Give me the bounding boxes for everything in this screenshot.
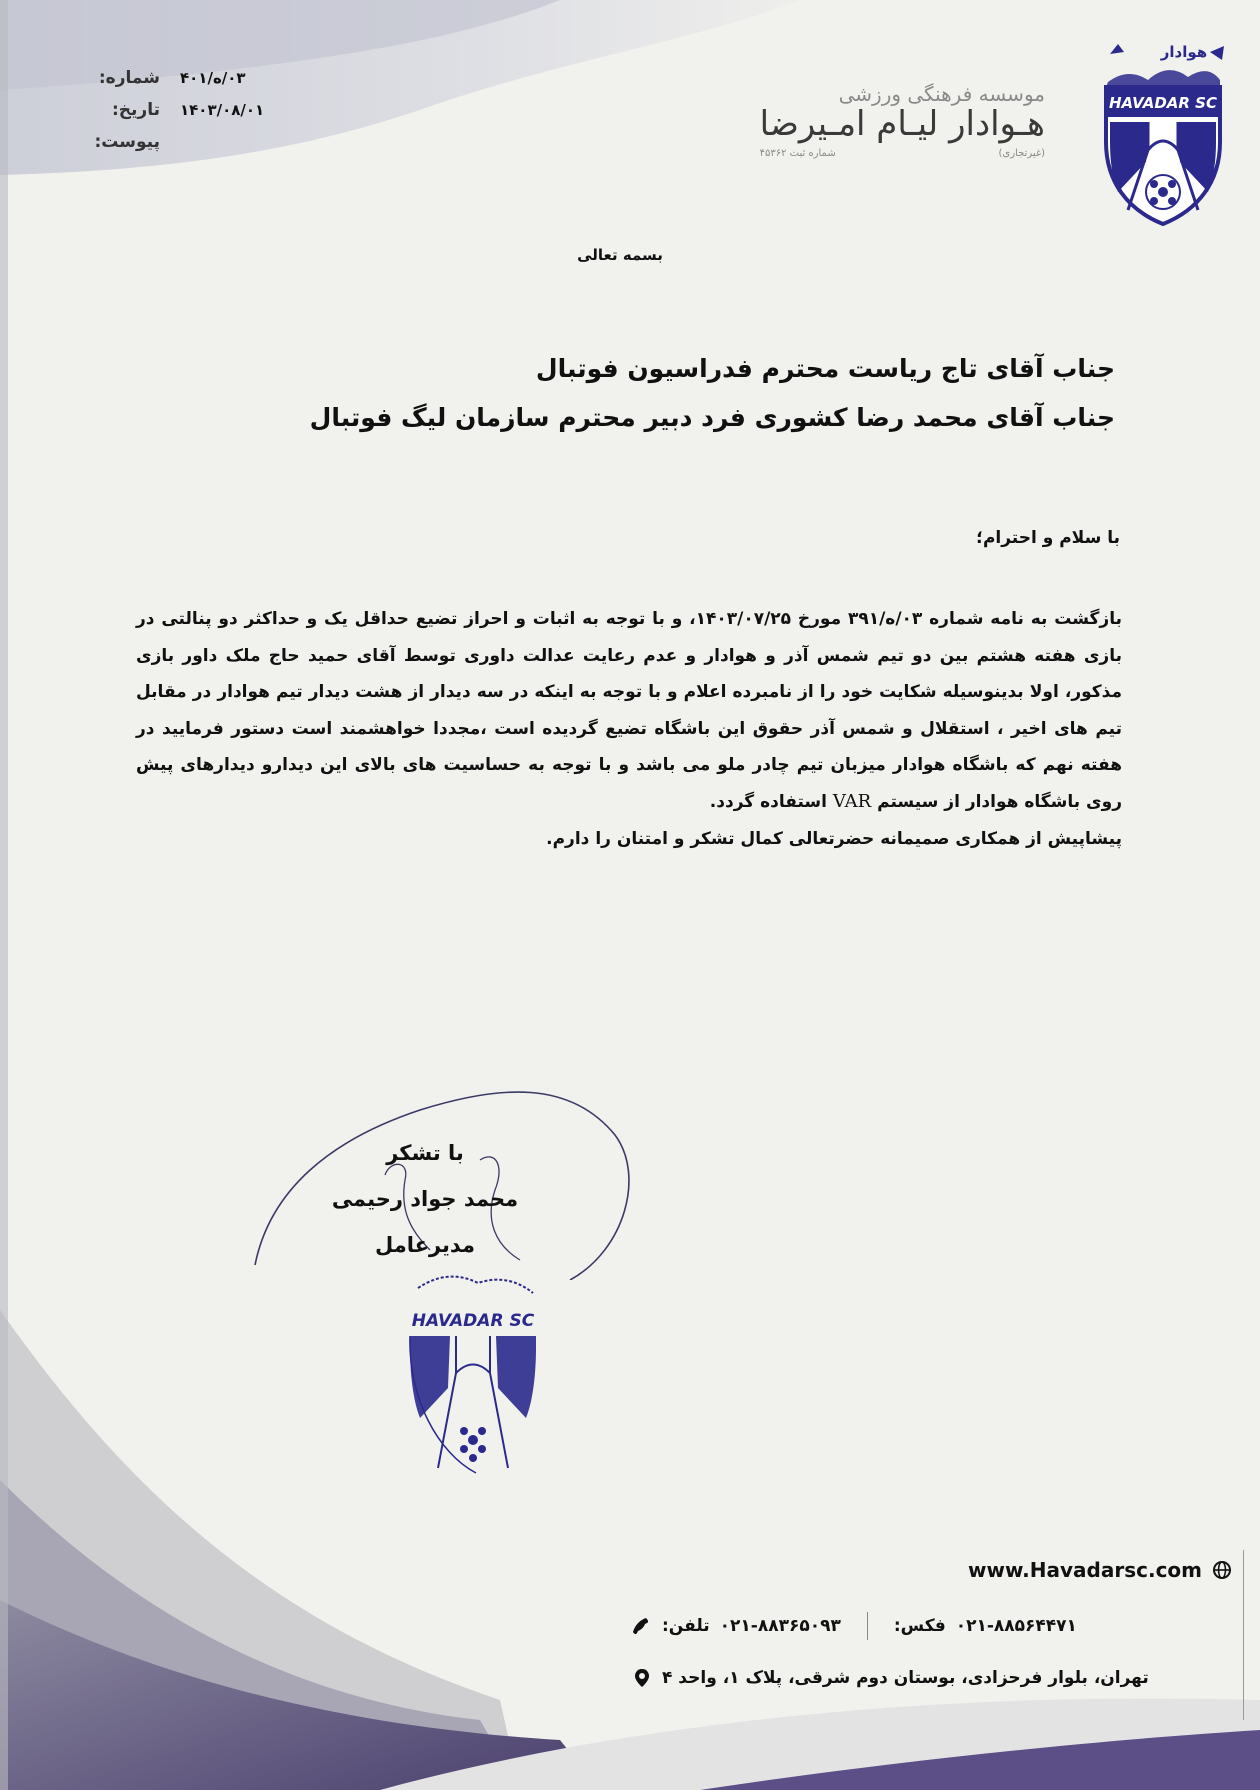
meta-date-row bbox=[90, 94, 310, 126]
phone-number: ۰۲۱-۸۸۳۶۵۰۹۳ bbox=[719, 1616, 841, 1636]
date-label: تاریخ: bbox=[112, 100, 160, 120]
svg-text:هوادار: هوادار bbox=[1160, 43, 1208, 61]
contact-separator bbox=[867, 1612, 868, 1640]
website-row bbox=[632, 1550, 1232, 1590]
fax-label: فکس: bbox=[893, 1616, 946, 1636]
org-footnote bbox=[760, 148, 1045, 159]
phone-icon bbox=[632, 1616, 652, 1636]
addressee-2: جناب آقای محمد رضا کشوری فرد دبیر محترم سازمان لیگ فوتبال bbox=[309, 403, 1115, 432]
svg-text:HAVADAR SC: HAVADAR SC bbox=[411, 1311, 535, 1331]
signatory-name: محمد جواد رحیمی bbox=[331, 1187, 519, 1211]
signatory-title: مدیرعامل bbox=[374, 1233, 476, 1257]
svg-text:HAVADAR SC: HAVADAR SC bbox=[1109, 94, 1217, 112]
meta-attachment-row bbox=[90, 126, 310, 158]
closing-sentence: پیشاپیش از همکاری صمیمانه حضرتعالی کمال تشکر و امتنان را دارم. bbox=[546, 828, 1122, 849]
globe-icon bbox=[1212, 1560, 1232, 1580]
number-label: شماره: bbox=[98, 68, 160, 88]
letter-date: ۱۴۰۳/۰۸/۰۱ bbox=[180, 101, 265, 119]
address-row bbox=[632, 1668, 1232, 1688]
phone-label: تلفن: bbox=[662, 1616, 710, 1636]
bismillah-heading: بسمه تعالی bbox=[577, 246, 663, 264]
addressee-1: جناب آقای تاج ریاست محترم فدراسیون فوتبال bbox=[535, 354, 1115, 383]
letter-body bbox=[136, 601, 1122, 857]
havadar-stamp-icon bbox=[398, 1268, 548, 1478]
location-pin-icon bbox=[632, 1668, 652, 1688]
body-paragraph-end: استفاده گردد. bbox=[709, 791, 827, 812]
footer-contact bbox=[632, 1550, 1232, 1688]
org-header bbox=[760, 82, 1045, 159]
attachment-label: پیوست: bbox=[94, 132, 160, 152]
var-term: VAR bbox=[832, 790, 872, 812]
org-subtitle: موسسه فرهنگی ورزشی bbox=[838, 82, 1045, 106]
org-name: هـوادار لیـام امـیرضا bbox=[759, 104, 1045, 144]
havadar-logo-icon bbox=[1088, 32, 1238, 227]
letter-meta bbox=[90, 62, 310, 158]
org-registration: شماره ثبت ۴۵۳۶۲ bbox=[759, 148, 836, 159]
org-note: (غیرتجاری) bbox=[998, 148, 1045, 159]
footer-divider bbox=[1243, 1550, 1244, 1720]
phone-row bbox=[632, 1612, 1232, 1640]
signature-block bbox=[300, 1130, 550, 1268]
letter-number: ۰۳/ه/۴۰۱ bbox=[180, 69, 246, 87]
signature-thanks: با تشکر bbox=[386, 1141, 464, 1165]
body-paragraph: بازگشت به نامه شماره ۰۳/ه/۳۹۱ مورخ ۱۴۰۳/۰۷/۲۵، و با توجه به اثبات و احراز تضیع حداقل یک و حداکثر دو پنالتی در بازی هفته هشتم بین دو تیم شمس آذر و هوادار و عدم رعایت عدالت داوری توسط آقای حمید حاج ملک داور بازی مذکور، اولا بدینوسیله شکایت خود را از نامبرده اعلام و با توجه به اینکه در سه دیدار از هشت دیدار تیم هوادار در مقابل تیم های اخیر ، استقلال و شمس آذر حقوق این باشگاه تضیع گردیده است ،مجددا خواهشمند است دستور فرمایید در هفته نهم که باشگاه هوادار میزبان تیم چادر ملو می باشد و با توجه به حساسیت های بالای این دیدارو دیدارهای پیش روی باشگاه هوادار از سیستم bbox=[136, 609, 1122, 812]
website-link[interactable]: www.Havadarsc.com bbox=[968, 1558, 1202, 1582]
greeting: با سلام و احترام؛ bbox=[976, 528, 1120, 548]
fax-number: ۰۲۱-۸۸۵۶۴۴۷۱ bbox=[955, 1616, 1077, 1636]
address-text: تهران، بلوار فرحزادی، بوستان دوم شرقی، پلاک ۱، واحد ۴ bbox=[662, 1668, 1149, 1688]
meta-number-row bbox=[90, 62, 310, 94]
addressee-block bbox=[310, 354, 1115, 452]
